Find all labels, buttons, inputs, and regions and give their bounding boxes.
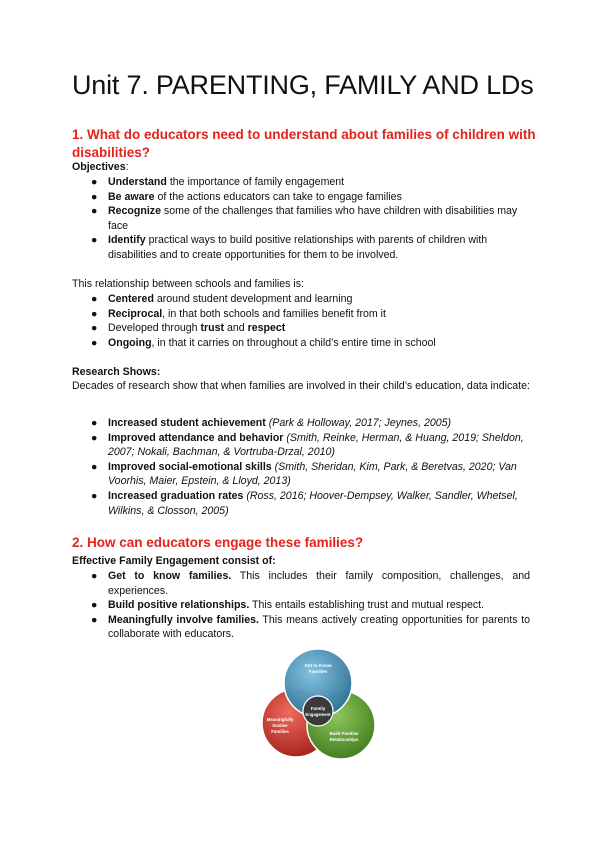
left-label-2: Involve bbox=[272, 723, 288, 728]
relationship-list bbox=[88, 292, 530, 350]
left-label-1: Meaningfully bbox=[266, 717, 294, 722]
list-item: ● Recognize some of the challenges that families who have children with disabilities may face bbox=[91, 205, 518, 232]
research-intro: Decades of research show that when families are involved in their child’s education, data indicate: bbox=[72, 380, 530, 392]
list-item: ● Improved social-emotional skills (Smith, Sheridan, Kim, Park, & Beretvas, 2020; Van Voorhis, Maier, Epstein, & Lloyd, 2013) bbox=[91, 460, 517, 488]
family-engagement-venn-diagram bbox=[258, 643, 378, 763]
list-item: ● Understand the importance of family engagement bbox=[91, 176, 345, 188]
section-1-heading-text: What do educators need to understand about families of children with disabilities? bbox=[72, 127, 536, 160]
list-item: ● Developed through trust and respect bbox=[91, 322, 286, 335]
list-item: ● Improved attendance and behavior (Smith, Reinke, Herman, & Huang, 2019; Sheldon, 2007; Nokali, Bachman, & Vortruba-Drzal, 2010) bbox=[91, 431, 524, 459]
list-item: ● Build positive relationships. This entails establishing trust and mutual respect. bbox=[91, 599, 485, 612]
list-item: ● Get to know families. This includes their family composition, challenges, and experiences. bbox=[91, 570, 530, 597]
center-circle bbox=[303, 696, 333, 726]
list-item: ● Identify practical ways to build positive relationships with parents of children with disabilities and to create opportunities for them to be involved. bbox=[91, 234, 488, 261]
list-item: ● Increased student achievement (Park & Holloway, 2017; Jeynes, 2005) bbox=[91, 417, 452, 429]
list-item: ● Ongoing, in that it carries on throughout a child’s entire time in school bbox=[91, 336, 436, 349]
objectives-list bbox=[88, 175, 530, 263]
list-item: ● Meaningfully involve families. This means actively creating opportunities for parents to collaborate with educators. bbox=[91, 613, 530, 641]
section-1-heading bbox=[72, 126, 542, 162]
objectives-label: Objectives: bbox=[72, 161, 129, 173]
top-label-1: Get to Know bbox=[304, 663, 332, 668]
engagement-list bbox=[88, 569, 530, 642]
page-title: Unit 7. PARENTING, FAMILY AND LDs bbox=[72, 70, 534, 100]
engagement-label: Effective Family Engagement consist of: bbox=[72, 555, 276, 567]
list-item: ● Centered around student development and learning bbox=[91, 293, 353, 305]
list-item: ● Be aware of the actions educators can take to engage families bbox=[91, 190, 402, 203]
list-item: ● Reciprocal, in that both schools and families benefit from it bbox=[91, 307, 386, 320]
section-1-number: 1. bbox=[72, 127, 84, 142]
top-label-2: Families bbox=[308, 669, 328, 674]
relationship-intro: This relationship between schools and families is: bbox=[72, 278, 305, 290]
right-label-2: Relationships bbox=[329, 737, 359, 742]
center-label-2: Engagement bbox=[305, 712, 331, 717]
research-list bbox=[88, 416, 530, 518]
list-item: ● Increased graduation rates (Ross, 2016; Hoover-Dempsey, Walker, Sandler, Whetsel, Wilkins, & Closson, 2005) bbox=[91, 489, 518, 517]
research-label: Research Shows: bbox=[72, 366, 161, 378]
section-2-heading: 2. How can educators engage these families? bbox=[72, 535, 364, 550]
left-label-3: Families bbox=[271, 729, 289, 734]
right-label-1: Build Positive bbox=[329, 731, 359, 736]
center-label-1: Family bbox=[310, 706, 326, 711]
